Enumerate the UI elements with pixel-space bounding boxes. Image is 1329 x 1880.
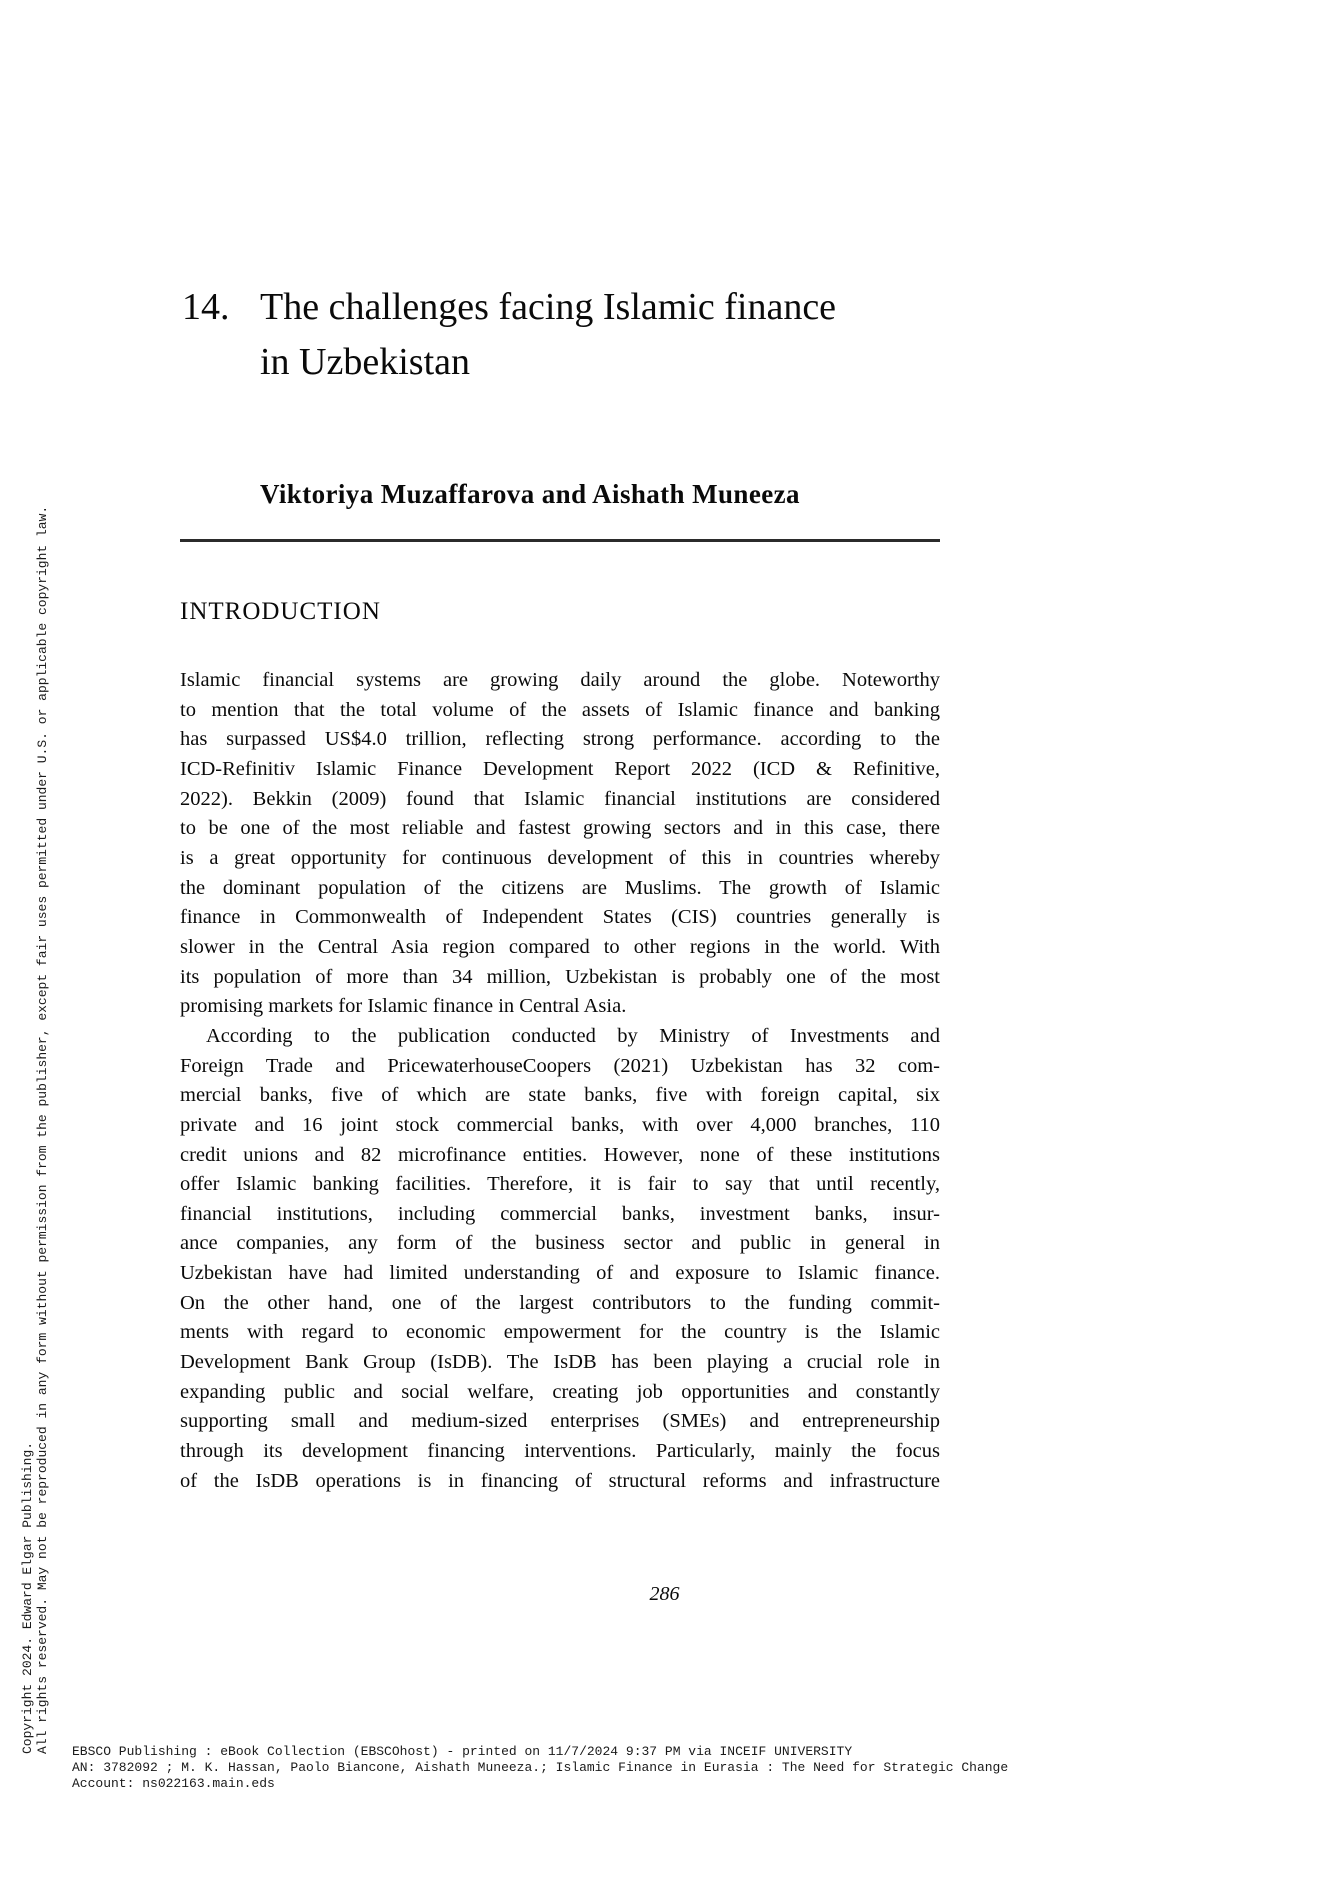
body-line: to be one of the most reliable and fastest growing sectors and in this case, there xyxy=(180,817,940,840)
body-line: credit unions and 82 microfinance entities. However, none of these institutions xyxy=(180,1143,940,1166)
body-line: private and 16 joint stock commercial banks, with over 4,000 branches, 110 xyxy=(180,1113,940,1136)
body-line: is a great opportunity for continuous development of this in countries whereby xyxy=(180,846,940,869)
footer-line-1: EBSCO Publishing : eBook Collection (EBSCOhost) - printed on 11/7/2024 9:37 PM via INCEIF UNIVERSITY xyxy=(72,1744,853,1759)
body-line: ments with regard to economic empowerment for the country is the Islamic xyxy=(180,1321,940,1344)
body-line: ICD-Refinitiv Islamic Finance Development Report 2022 (ICD & Refinitive, xyxy=(180,757,940,780)
body-line: financial institutions, including commercial banks, investment banks, insur- xyxy=(180,1202,940,1225)
chapter-title-line-1: The challenges facing Islamic finance xyxy=(260,286,837,328)
chapter-title-line-2: in Uzbekistan xyxy=(260,341,471,383)
body-line: finance in Commonwealth of Independent States (CIS) countries generally is xyxy=(180,906,940,929)
paragraph xyxy=(180,666,940,1022)
body-line: ance companies, any form of the business sector and public in general in xyxy=(180,1232,940,1255)
body-line: 2022). Bekkin (2009) found that Islamic financial institutions are considered xyxy=(180,787,940,810)
section-heading: INTRODUCTION xyxy=(180,598,381,625)
chapter-title xyxy=(180,280,940,390)
body-line: Foreign Trade and PricewaterhouseCoopers (2021) Uzbekistan has 32 com- xyxy=(180,1054,940,1077)
page-number: 286 xyxy=(649,1583,680,1605)
footer-line-3: Account: ns022163.main.eds xyxy=(72,1776,275,1791)
body-line: offer Islamic banking facilities. Therefore, it is fair to say that until recently, xyxy=(180,1173,940,1196)
body-line: Development Bank Group (IsDB). The IsDB has been playing a crucial role in xyxy=(180,1351,940,1374)
chapter-authors: Viktoriya Muzaffarova and Aishath Muneeza xyxy=(260,479,800,509)
body-line: the dominant population of the citizens are Muslims. The growth of Islamic xyxy=(180,876,940,899)
body-line: supporting small and medium-sized enterprises (SMEs) and entrepreneurship xyxy=(180,1410,940,1433)
body-line: Uzbekistan have had limited understanding of and exposure to Islamic finance. xyxy=(180,1262,940,1285)
body-paragraphs xyxy=(180,666,940,1496)
paragraph xyxy=(180,1022,940,1497)
title-divider-rule xyxy=(180,539,940,542)
body-line: to mention that the total volume of the assets of Islamic finance and banking xyxy=(180,698,940,721)
body-line: Islamic financial systems are growing daily around the globe. Noteworthy xyxy=(180,669,940,691)
body-line: expanding public and social welfare, creating job opportunities and constantly xyxy=(180,1380,940,1403)
copyright-sidebar xyxy=(20,506,50,1754)
body-line: has surpassed US$4.0 trillion, reflecting strong performance. according to the xyxy=(180,728,940,751)
ebsco-footer xyxy=(72,1744,1008,1792)
body-line: through its development financing interventions. Particularly, mainly the focus xyxy=(180,1440,940,1463)
copyright-line-2: All rights reserved. May not be reproduced in any form without permission from the publisher, except fair uses permitted under U.S. or applicable copyright law. xyxy=(35,505,50,1754)
body-line: of the IsDB operations is in financing of structural reforms and infrastructure xyxy=(180,1469,940,1492)
copyright-line-1: Copyright 2024. Edward Elgar Publishing. xyxy=(20,1441,35,1754)
body-line: On the other hand, one of the largest contributors to the funding commit- xyxy=(180,1291,940,1314)
body-line: its population of more than 34 million, Uzbekistan is probably one of the most xyxy=(180,965,940,988)
body-line: promising markets for Islamic finance in Central Asia. xyxy=(180,995,627,1018)
chapter-number: 14. xyxy=(182,286,230,328)
body-line: According to the publication conducted by Ministry of Investments and xyxy=(206,1024,940,1047)
body-line: slower in the Central Asia region compared to other regions in the world. With xyxy=(180,935,940,958)
footer-line-2: AN: 3782092 ; M. K. Hassan, Paolo Biancone, Aishath Muneeza.; Islamic Finance in Eurasia : The Need for Strategic Change xyxy=(72,1760,1009,1775)
body-line: mercial banks, five of which are state banks, five with foreign capital, six xyxy=(180,1084,940,1107)
